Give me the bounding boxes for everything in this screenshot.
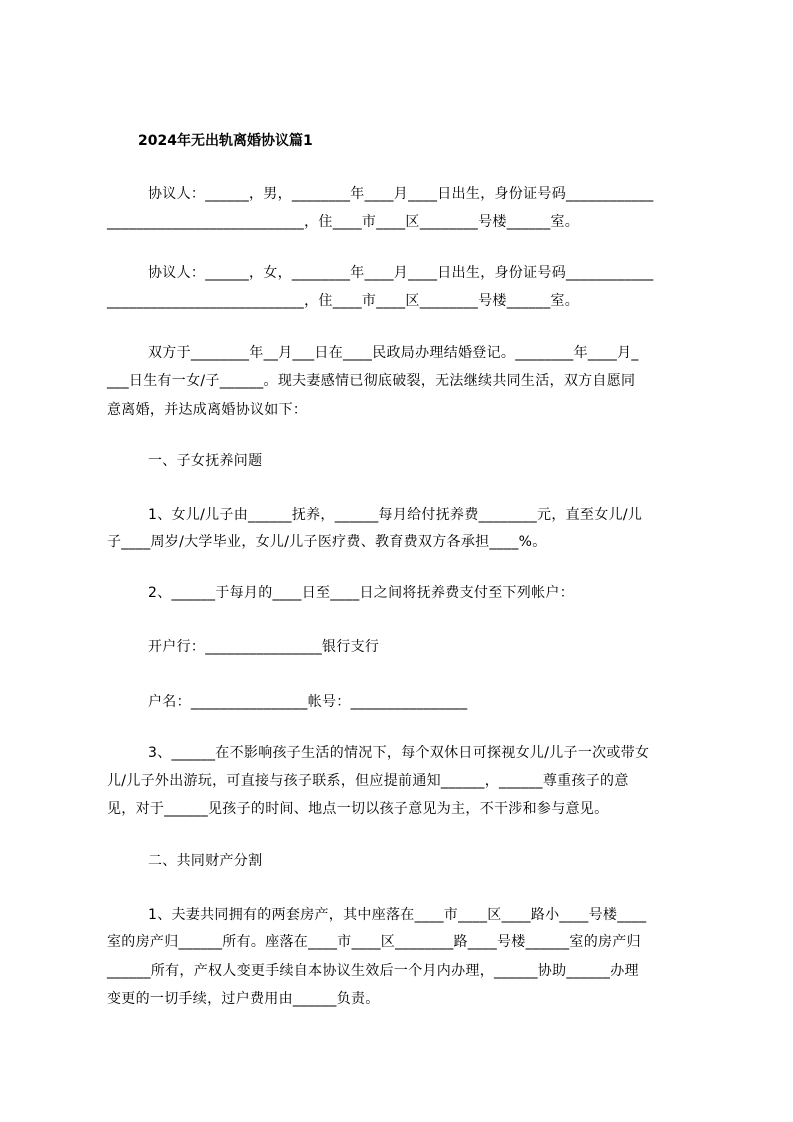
party1-line2: ___________________________，住____市____区________号楼______室。	[107, 214, 580, 230]
document-title: 2024年无出轨离婚协议篇1	[138, 133, 313, 149]
section2-item1-line3: ______所有，产权人变更手续自本协议生效后一个月内办理，______协助______办理	[107, 963, 639, 979]
section1-item3-line2: 儿/儿子外出游玩，可直接与孩子联系，但应提前通知______，______尊重孩子的意	[107, 773, 629, 789]
section1-heading: 一、子女抚养问题	[148, 453, 263, 469]
intro-line2: ___日生有一女/子______。现夫妻感情已彻底破裂，无法继续共同生活，双方自愿同	[107, 373, 636, 389]
account-line: 户名：________________帐号：________________	[148, 694, 468, 710]
section2-heading: 二、共同财产分割	[148, 853, 263, 869]
party2-line1: 协议人：______，女，________年____月____日出生，身份证号码____________	[148, 265, 654, 281]
section1-item1-line2: 子____周岁/大学毕业，女儿/儿子医疗费、教育费双方各承担____%。	[107, 534, 547, 550]
section2-item1-line2: 室的房产归______所有。座落在____市____区________路____号楼______室的房产归	[107, 934, 641, 950]
bank-line: 开户行：________________银行支行	[148, 639, 380, 655]
section2-item1-line1: 1、夫妻共同拥有的两套房产，其中座落在____市____区____路小____号楼____	[148, 907, 647, 923]
section1-item1-line1: 1、女儿/儿子由______抚养，______每月给付抚养费________元，直至女儿/儿	[148, 507, 643, 523]
section1-item2-line1: 2、______于每月的____日至____日之间将抚养费支付至下列帐户：	[148, 585, 575, 601]
section1-item3-line3: 见，对于______见孩子的时间、地点一切以孩子意见为主，不干涉和参与意见。	[107, 801, 609, 817]
section2-item1-line4: 变更的一切手续，过户费用由______负责。	[107, 991, 380, 1007]
party2-line2: ___________________________，住____市____区________号楼______室。	[107, 293, 580, 309]
section1-item3-line1: 3、______在不影响孩子生活的情况下，每个双休日可探视女儿/儿子一次或带女	[148, 745, 650, 761]
intro-line3: 意离婚，并达成离婚协议如下：	[107, 402, 308, 418]
party1-line1: 协议人：______，男，________年____月____日出生，身份证号码____________	[148, 186, 654, 202]
intro-line1: 双方于________年__月___日在____民政局办理结婚登记。________年____月_	[148, 345, 639, 361]
